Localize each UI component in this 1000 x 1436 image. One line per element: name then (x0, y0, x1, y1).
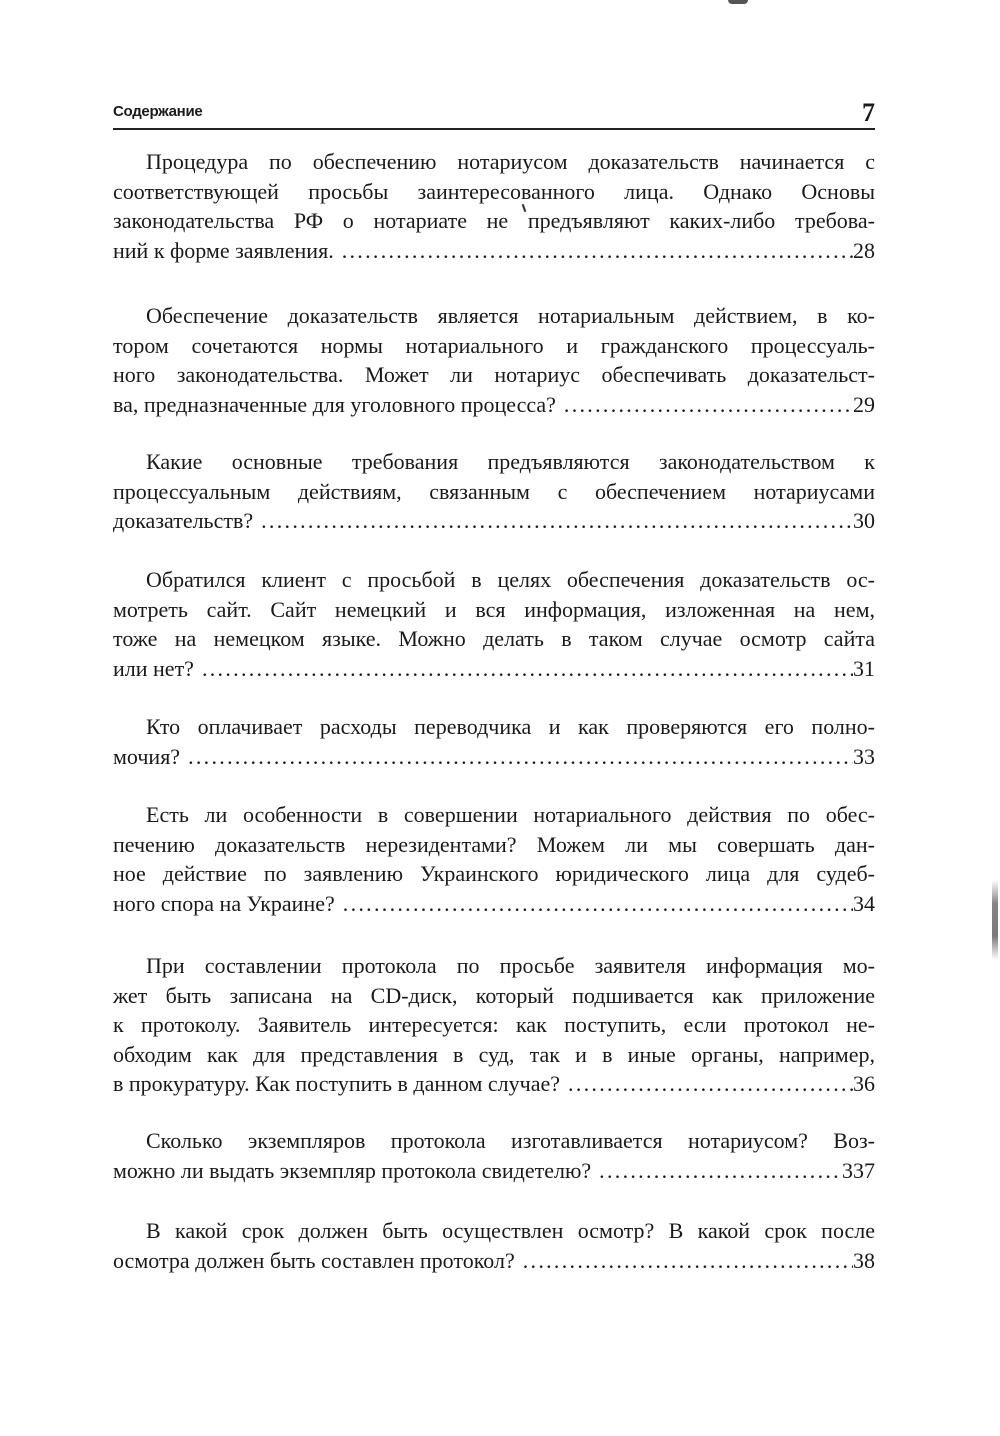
entry-text-line: ного законодательства. Может ли нотариус обеспечивать доказательст- (113, 362, 875, 388)
entry-text-line: жет быть записана на CD-диск, который подшивается как приложение (113, 982, 875, 1008)
entry-last-line (113, 654, 875, 684)
scan-edge-shadow (992, 880, 998, 960)
toc-entry[interactable] (113, 1216, 875, 1275)
entry-text-line: ний к форме заявления. (113, 237, 334, 263)
dot-leader (591, 1156, 842, 1186)
entry-text-line: мотреть сайт. Сайт немецкий и вся информация, изложенная на нем, (113, 596, 875, 622)
entry-text-line: в прокуратуру. Как поступить в данном случае? (113, 1071, 561, 1097)
toc-entry[interactable] (113, 712, 875, 771)
entry-text-line: осмотра должен быть составлен протокол? (113, 1247, 515, 1273)
dot-leader (180, 742, 853, 772)
entry-text-line: ного спора на Украине? (113, 890, 335, 916)
dot-leader (556, 390, 853, 420)
entry-text-line: Обеспечение доказательств является нотариальным действием, в ко- (146, 303, 875, 328)
entry-text-line: тором сочетаются нормы нотариального и гражданского процессуаль- (113, 332, 875, 358)
toc-entry[interactable] (113, 565, 875, 683)
entry-last-line (113, 1156, 875, 1186)
toc-entry[interactable] (113, 951, 875, 1099)
entry-last-line (113, 1069, 875, 1099)
dot-leader (560, 1069, 853, 1099)
entry-text-line: мочия? (113, 743, 181, 769)
dot-leader (335, 889, 853, 919)
entry-text-line: доказательств? (113, 508, 254, 534)
toc-entry[interactable] (113, 301, 875, 419)
entry-page-number: 337 (842, 1157, 875, 1183)
entry-page-number: 38 (853, 1247, 875, 1273)
entry-text-line: Какие основные требования предъявляются законодательством к (146, 449, 875, 474)
entry-last-line (113, 236, 875, 266)
dot-leader (194, 654, 853, 684)
toc-entry[interactable] (113, 147, 875, 265)
entry-last-line (113, 1246, 875, 1276)
running-header (113, 100, 875, 130)
toc-entry[interactable] (113, 1126, 875, 1185)
scan-mark (728, 0, 748, 4)
entry-text-line: обходим как для представления в суд, так и в иные органы, например, (113, 1041, 875, 1067)
entry-last-line (113, 506, 875, 536)
dot-leader (334, 236, 853, 266)
entry-text-line: В какой срок должен быть осуществлен осмотр? В какой срок после (146, 1218, 875, 1243)
entry-text-line: Процедура по обеспечению нотариусом доказательств начинается с (146, 149, 875, 174)
entry-page-number: 28 (853, 237, 875, 263)
dot-leader (253, 506, 853, 536)
entry-text-line: процессуальным действиям, связанным с обеспечением нотариусами (113, 478, 875, 504)
entry-page-number: 33 (853, 743, 875, 769)
entry-page-number: 36 (853, 1071, 875, 1097)
entry-text-line: соответствующей просьбы заинтересованного лица. Однако Основы (113, 178, 875, 204)
entry-text-line: можно ли выдать экземпляр протокола свидетелю? (113, 1157, 592, 1183)
entry-text-line: ва, предназначенные для уголовного процесса? (113, 391, 556, 417)
entry-text-line: Кто оплачивает расходы переводчика и как проверяются его полно- (146, 714, 875, 739)
entry-text-line: или нет? (113, 655, 194, 681)
toc-entry[interactable] (113, 800, 875, 918)
dot-leader (515, 1246, 853, 1276)
section-title: Содержание (113, 103, 203, 120)
entry-page-number: 30 (853, 508, 875, 534)
toc-entry[interactable] (113, 447, 875, 536)
entry-last-line (113, 742, 875, 772)
entry-text-line: Обратился клиент с просьбой в целях обеспечения доказательств ос- (146, 567, 875, 592)
entry-page-number: 31 (853, 655, 875, 681)
entry-last-line (113, 889, 875, 919)
entry-text-line: тоже на немецком языке. Можно делать в таком случае осмотр сайта (113, 626, 875, 652)
entry-text-line: ное действие по заявлению Украинского юридического лица для судеб- (113, 861, 875, 887)
entry-text-line: Есть ли особенности в совершении нотариального действия по обес- (146, 802, 875, 827)
entry-text-line: печению доказательств нерезидентами? Можем ли мы совершать дан- (113, 831, 875, 857)
entry-text-line: к протоколу. Заявитель интересуется: как поступить, если протокол не- (113, 1012, 875, 1038)
entry-text-line: При составлении протокола по просьбе заявителя информация мо- (146, 953, 875, 978)
entry-page-number: 29 (853, 391, 875, 417)
entry-text-line: законодательства РФ о нотариате не предъявляют каких-либо требова- (113, 208, 875, 234)
page-number: 7 (862, 98, 875, 127)
entry-last-line (113, 390, 875, 420)
entry-text-line: Сколько экземпляров протокола изготавливается нотариусом? Воз- (146, 1128, 875, 1153)
entry-page-number: 34 (853, 890, 875, 916)
